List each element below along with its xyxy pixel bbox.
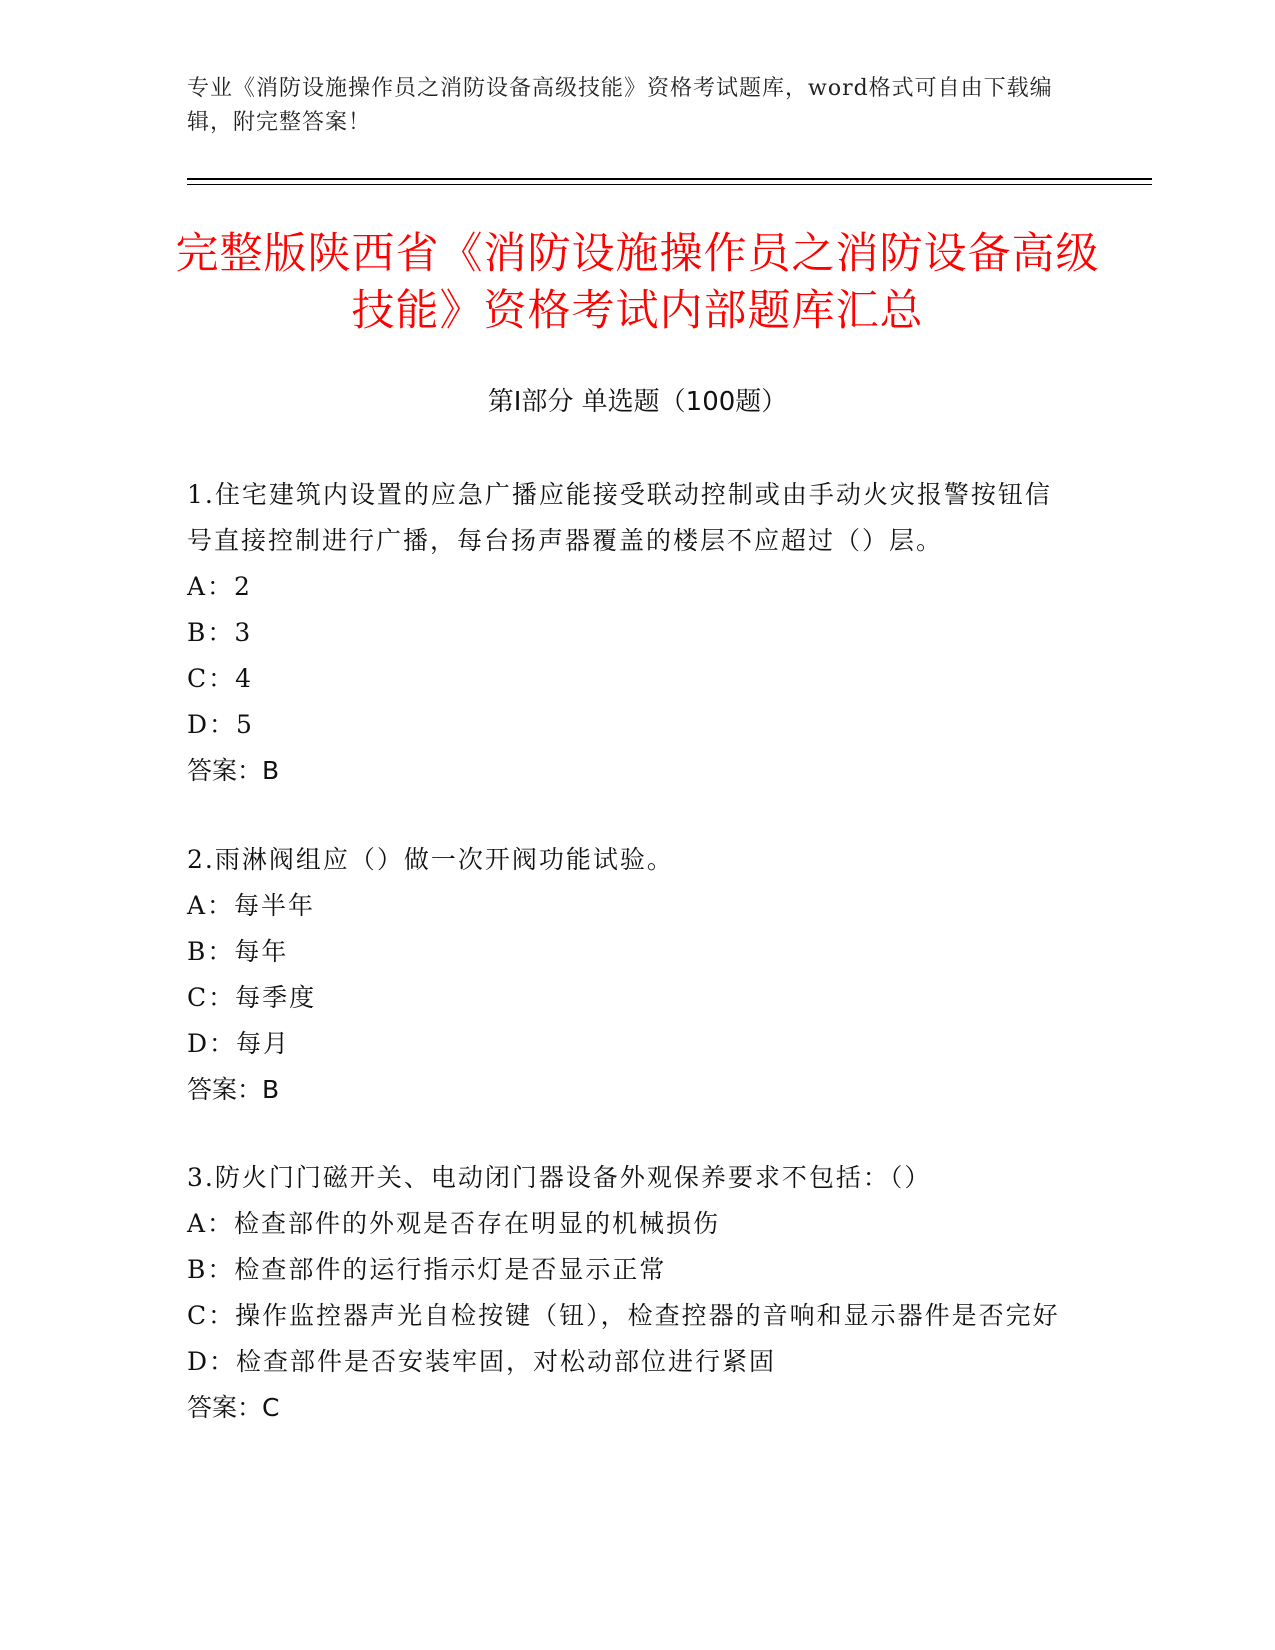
header-divider-thin	[187, 184, 1152, 185]
option-c: C：4	[187, 664, 254, 693]
question-3	[187, 1155, 1077, 1431]
section-heading: 第Ⅰ部分 单选题（100题）	[487, 387, 788, 417]
document-title: 完整版陕西省《消防设施操作员之消防设备高级技能》资格考试内部题库汇总	[175, 229, 1100, 336]
option-a: A：每半年	[187, 891, 316, 920]
question-2	[187, 837, 1077, 1113]
option-c: C：每季度	[187, 983, 317, 1012]
option-b: B：3	[187, 618, 253, 647]
answer: 答案：C	[187, 1393, 280, 1422]
header-note: 专业《消防设施操作员之消防设备高级技能》资格考试题库，word格式可自由下载编辑，附完整答案！	[187, 76, 1053, 135]
option-d: D：检查部件是否安装牢固，对松动部位进行紧固	[187, 1347, 777, 1376]
option-b: B：每年	[187, 937, 289, 966]
option-c: C：操作监控器声光自检按键（钮），检查控器的音响和显示器件是否完好	[187, 1301, 1060, 1330]
option-a: A：检查部件的外观是否存在明显的机械损伤	[187, 1209, 721, 1238]
question-stem: 2.雨淋阀组应（）做一次开阀功能试验。	[187, 845, 674, 874]
question-stem: 3.防火门门磁开关、电动闭门器设备外观保养要求不包括：（）	[187, 1163, 932, 1192]
answer: 答案：B	[187, 756, 280, 785]
answer: 答案：B	[187, 1075, 280, 1104]
option-d: D：每月	[187, 1029, 291, 1058]
question-1	[187, 472, 1077, 794]
question-stem: 1.住宅建筑内设置的应急广播应能接受联动控制或由手动火灾报警按钮信号直接控制进行广播，每台扬声器覆盖的楼层不应超过（）层。	[187, 480, 1052, 555]
option-d: D：5	[187, 710, 254, 739]
option-b: B：检查部件的运行指示灯是否显示正常	[187, 1255, 667, 1284]
header-divider-thick	[187, 178, 1152, 180]
option-a: A：2	[187, 572, 252, 601]
